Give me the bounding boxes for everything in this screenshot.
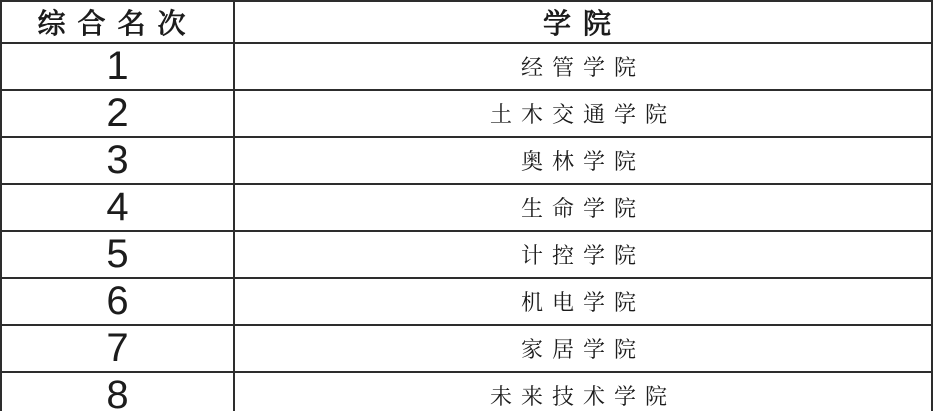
rank-cell: 5 [1, 231, 234, 278]
college-cell: 土木交通学院 [234, 90, 932, 137]
rank-cell: 8 [1, 372, 234, 411]
table-row [1, 184, 932, 231]
rank-cell: 2 [1, 90, 234, 137]
college-cell: 计控学院 [234, 231, 932, 278]
table-row [1, 231, 932, 278]
table-row [1, 43, 932, 90]
rank-cell: 1 [1, 43, 234, 90]
table-row [1, 278, 932, 325]
rank-cell: 4 [1, 184, 234, 231]
rank-cell: 3 [1, 137, 234, 184]
rank-cell: 6 [1, 278, 234, 325]
college-cell: 奥林学院 [234, 137, 932, 184]
college-cell: 生命学院 [234, 184, 932, 231]
college-cell: 未来技术学院 [234, 372, 932, 411]
table-header-row [1, 1, 932, 43]
column-header-rank: 综合名次 [1, 1, 234, 43]
college-cell: 经管学院 [234, 43, 932, 90]
college-cell: 机电学院 [234, 278, 932, 325]
table-row [1, 325, 932, 372]
table-row [1, 90, 932, 137]
column-header-college: 学院 [234, 1, 932, 43]
college-cell: 家居学院 [234, 325, 932, 372]
rank-cell: 7 [1, 325, 234, 372]
table-row [1, 372, 932, 411]
table-row [1, 137, 932, 184]
